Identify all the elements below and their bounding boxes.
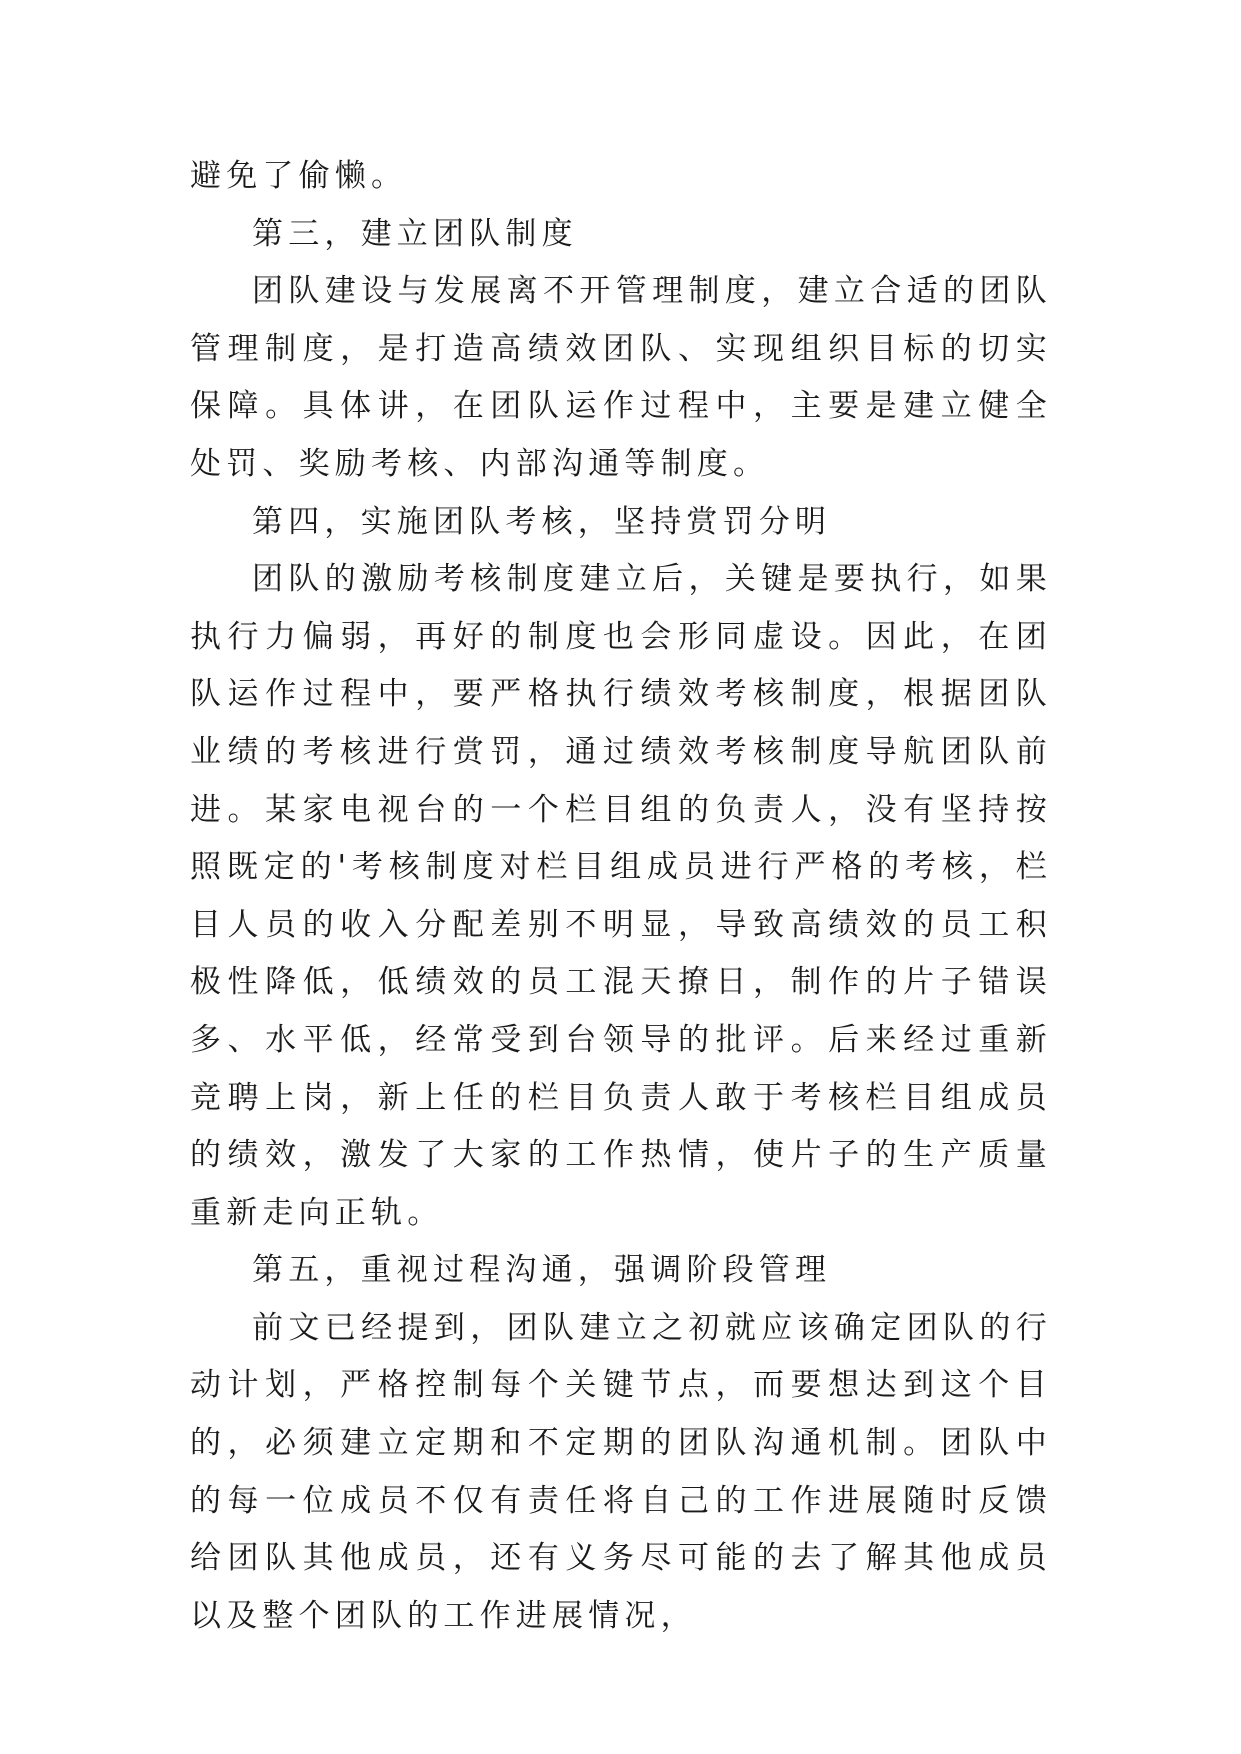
document-body <box>190 148 1052 1645</box>
section-paragraph-4: 团队的激励考核制度建立后，关键是要执行，如果执行力偏弱，再好的制度也会形同虚设。因此，在团队运作过程中，要严格执行绩效考核制度，根据团队业绩的考核进行赏罚，通过绩效考核制度导航团队前进。某家电视台的一个栏目组的负责人，没有坚持按照既定的'考核制度对栏目组成员进行严格的考核，栏目人员的收入分配差别不明显，导致高绩效的员工积极性降低，低绩效的员工混天撩日，制作的片子错误多、水平低，经常受到台领导的批评。后来经过重新竞聘上岗，新上任的栏目负责人敢于考核栏目组成员的绩效，激发了大家的工作热情，使片子的生产质量重新走向正轨。 <box>190 561 1052 1231</box>
section-heading-3: 第三，建立团队制度 <box>252 215 578 252</box>
section-paragraph-5: 前文已经提到，团队建立之初就应该确定团队的行动计划，严格控制每个关键节点，而要想达到这个目的，必须建立定期和不定期的团队沟通机制。团队中的每一位成员不仅有责任将自己的工作进展随时反馈给团队其他成员，还有义务尽可能的去了解其他成员以及整个团队的工作进展情况， <box>190 1309 1052 1634</box>
section-paragraph-3: 团队建设与发展离不开管理制度，建立合适的团队管理制度，是打造高绩效团队、实现组织目标的切实保障。具体讲，在团队运作过程中，主要是建立健全处罚、奖励考核、内部沟通等制度。 <box>190 273 1052 482</box>
continuation-text: 避免了偷懒。 <box>190 158 408 194</box>
section-heading-4: 第四，实施团队考核，坚持赏罚分明 <box>252 503 832 540</box>
section-heading-5: 第五，重视过程沟通，强调阶段管理 <box>252 1252 832 1289</box>
